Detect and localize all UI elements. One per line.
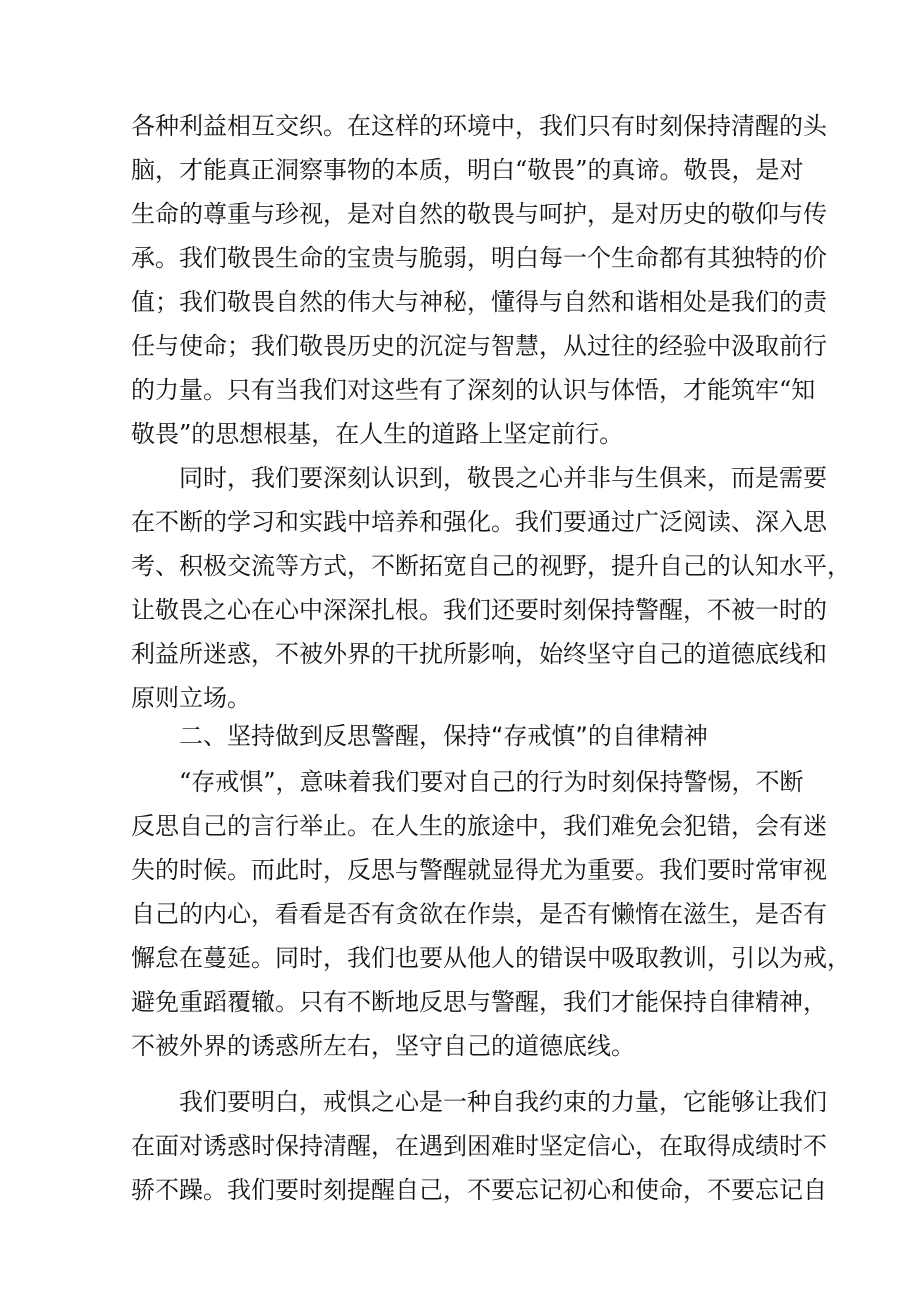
- paragraph-line: 原则立场。: [131, 684, 251, 712]
- paragraph-line: 各种利益相互交织。在这样的环境中，我们只有时刻保持清醒的头: [131, 112, 827, 140]
- paragraph-line: 生命的尊重与珍视，是对自然的敬畏与呵护，是对历史的敬仰与传: [131, 200, 827, 228]
- paragraph-line: 避免重蹈覆辙。只有不断地反思与警醒，我们才能保持自律精神，: [131, 988, 827, 1016]
- paragraph-line: 的力量。只有当我们对这些有了深刻的认识与体悟，才能筑牢“知: [131, 376, 816, 404]
- paragraph-line: 不被外界的诱惑所左右，坚守自己的道德底线。: [131, 1032, 635, 1060]
- section-heading: 二、坚持做到反思警醒，保持“存戒慎”的自律精神: [179, 722, 708, 750]
- paragraph-line: 承。我们敬畏生命的宝贵与脆弱，明白每一个生命都有其独特的价: [131, 244, 827, 272]
- paragraph-line: 让敬畏之心在心中深深扎根。我们还要时刻保持警醒，不被一时的: [131, 596, 827, 624]
- paragraph-line: 任与使命；我们敬畏历史的沉淀与智慧，从过往的经验中汲取前行: [131, 332, 827, 360]
- paragraph-line: 失的时候。而此时，反思与警醒就显得尤为重要。我们要时常审视: [131, 856, 827, 884]
- paragraph-line: 利益所迷惑，不被外界的干扰所影响，始终坚守自己的道德底线和: [131, 640, 827, 668]
- paragraph-line: “存戒惧”，意味着我们要对自己的行为时刻保持警惕，不断: [179, 768, 804, 796]
- paragraph-line: 值；我们敬畏自然的伟大与神秘，懂得与自然和谐相处是我们的责: [131, 288, 827, 316]
- paragraph-line: 在不断的学习和实践中培养和强化。我们要通过广泛阅读、深入思: [131, 508, 827, 536]
- paragraph-line: 在面对诱惑时保持清醒，在遇到困难时坚定信心，在取得成绩时不: [131, 1132, 827, 1160]
- paragraph-line: 考、积极交流等方式，不断拓宽自己的视野，提升自己的认知水平，: [131, 552, 851, 580]
- paragraph-line: 自己的内心，看看是否有贪欲在作祟，是否有懒惰在滋生，是否有: [131, 900, 827, 928]
- paragraph-line: 骄不躁。我们要时刻提醒自己，不要忘记初心和使命，不要忘记自: [131, 1176, 827, 1204]
- paragraph-line: 脑，才能真正洞察事物的本质，明白“敬畏”的真谛。敬畏，是对: [131, 156, 804, 184]
- paragraph-line: 同时，我们要深刻认识到，敬畏之心并非与生俱来，而是需要: [179, 464, 827, 492]
- paragraph-line: 敬畏”的思想根基，在人生的道路上坚定前行。: [131, 420, 624, 448]
- paragraph-line: 我们要明白，戒惧之心是一种自我约束的力量，它能够让我们: [179, 1088, 827, 1116]
- paragraph-line: 反思自己的言行举止。在人生的旅途中，我们难免会犯错，会有迷: [131, 812, 827, 840]
- paragraph-line: 懈怠在蔓延。同时，我们也要从他人的错误中吸取教训，引以为戒，: [131, 944, 851, 972]
